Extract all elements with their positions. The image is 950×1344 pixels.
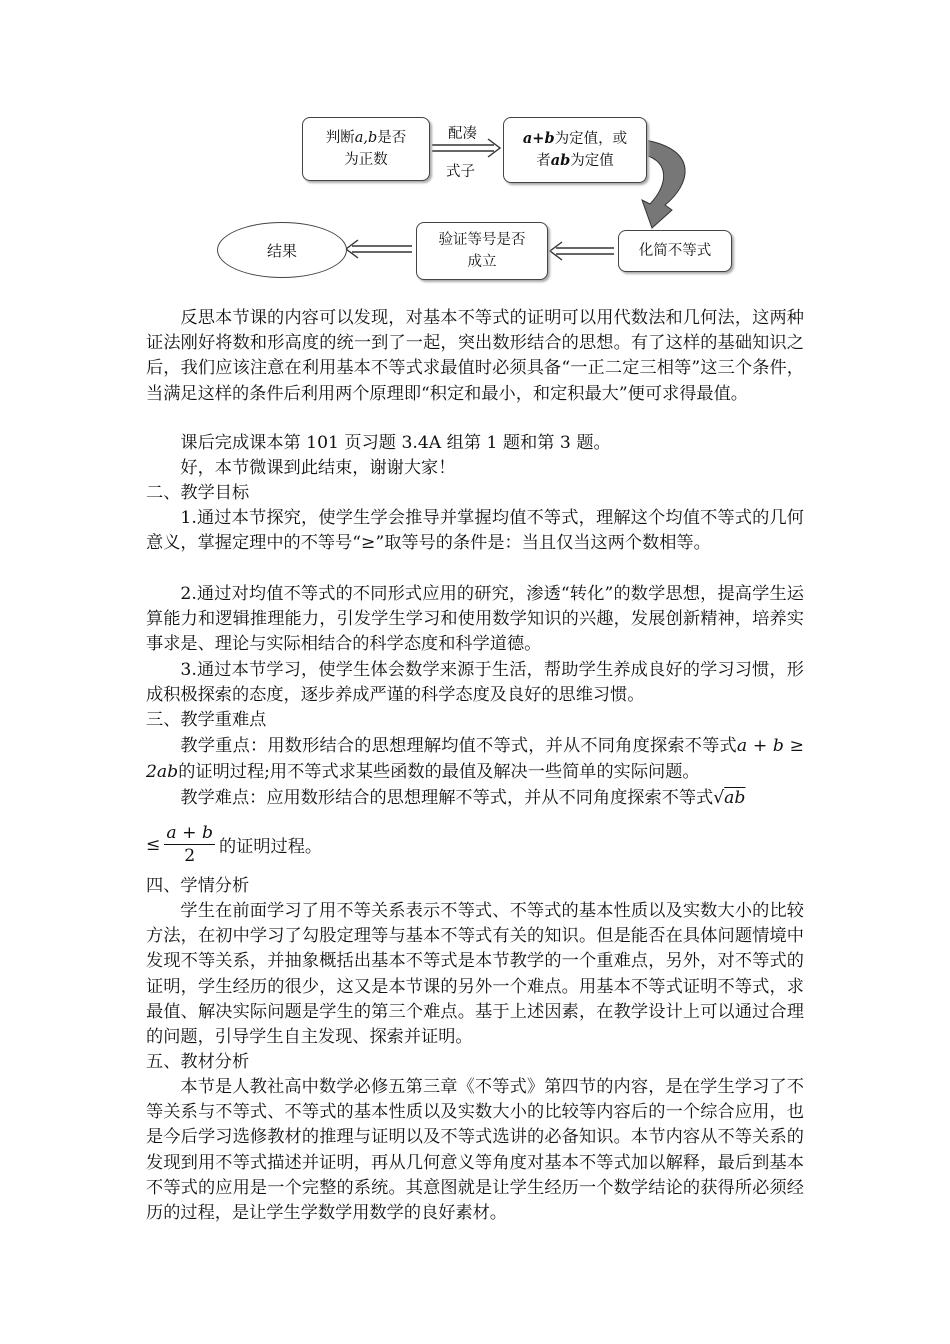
section-heading-goals: 二、教学目标 (146, 483, 250, 503)
paragraph-student-analysis: 学生在前面学习了用不等关系表示不等式、不等式的基本性质以及实数大小的比较方法，在初中学习了勾股定理等与基本不等式有关的知识。但是能否在具体问题情境中发现不等关系，并抽象概括出基本不等式是本节教学的一个重难点，另外，对不等式的证明，学生经历的很少，这又是本节课的另外一个难点。用基本不等式证明不等式，求最值、解决实际问题是学生的第三个难点。基于上述因素，在教学设计上可以通过合理的问题，引导学生自主发现、探索并证明。 (146, 901, 804, 1048)
section-heading-key-points: 三、教学重难点 (146, 710, 267, 730)
inequality-math: a + b ≥ 2ab (146, 736, 804, 782)
arrow-label-top: 配凑 (448, 126, 477, 142)
flow-box-verify-equality: 验证等号是否 成立 (416, 222, 548, 280)
arrow-label-bottom: 式子 (446, 164, 475, 180)
section-heading-textbook-analysis: 五、教材分析 (146, 1052, 250, 1072)
goal-item-1: 1.通过本节探究，使学生学会推导并掌握均值不等式，理解这个均值不等式的几何意义，掌握定理中的不等号“≥”取等号的条件是：当且仅当这两个数相等。 (146, 508, 804, 554)
sqrt-ab: √ab (713, 788, 746, 808)
arrow-left-double-1 (550, 242, 614, 260)
goal-item-3: 3.通过本节学习，使学生体会数学来源于生活，帮助学生养成良好的学习习惯，形成积极探索的态度，逐步养成严谨的科学态度及良好的思维习惯。 (146, 660, 804, 706)
flow-box-check-positive: 判断a,b是否 为正数 (302, 117, 430, 181)
flow-box-simplify: 化简不等式 (618, 230, 732, 272)
paragraph-closing: 好，本节微课到此结束，谢谢大家！ (180, 458, 456, 478)
arrow-left-double-2 (346, 240, 412, 258)
paragraph-textbook-analysis: 本节是人教社高中数学必修五第三章《不等式》第四节的内容，是在学生学习了不等关系与不等式、不等式的基本性质以及实数大小的比较等内容后的一个综合应用，也是今后学习选修教材的推理与证明以及不等式选讲的必备知识。本节内容从不等关系的发现到用不等式描述并证明，再从几何意义等角度对基本不等式加以解释，最后到基本不等式的应用是一个完整的系统。其意图就是让学生经历一个数学结论的获得所必须经历的过程，是让学生学数学用数学的良好素材。 (146, 1077, 804, 1224)
key-point-difficulty: 教学难点：应用数形结合的思想理解不等式，并从不同角度探索不等式√ab (180, 788, 746, 808)
goal-item-2: 2.通过对均值不等式的不同形式应用的研究，渗透“转化”的数学思想，提高学生运算能力和逻辑推理能力，引发学生学习和使用数学知识的兴趣，发展创新精神，培养实事求是、理论与实际相结合的科学态度和科学道德。 (146, 584, 804, 655)
section-heading-student-analysis: 四、学情分析 (146, 876, 250, 896)
key-point-focus: 教学重点：用数形结合的思想理解均值不等式，并从不同角度探索不等式a + b ≥ 2ab的证明过程;用不等式求某些函数的最值及解决一些简单的实际问题。 (146, 736, 804, 782)
paragraph-reflection: 反思本节课的内容可以发现，对基本不等式的证明可以用代数法和几何法，这两种证法刚好将数和形高度的统一到了一起，突出数形结合的思想。有了这样的基础知识之后，我们应该注意在利用基本不等式求最值时必须具备“一正二定三相等”这三个条件，当满足这样的条件后利用两个原理即“积定和最小，和定积最大”便可求得最值。 (146, 308, 804, 404)
flow-box-fixed-value: a+b为定值，或 者ab为定值 (503, 117, 647, 183)
fraction-line: ≤ $\frac{a + b}{2}$ 的证明过程。 (146, 823, 323, 866)
arrow-curved-down (642, 140, 685, 228)
paragraph-homework: 课后完成课本第 101 页习题 3.4A 组第 1 题和第 3 题。 (180, 433, 611, 453)
flow-ellipse-result: 结果 (217, 222, 347, 278)
